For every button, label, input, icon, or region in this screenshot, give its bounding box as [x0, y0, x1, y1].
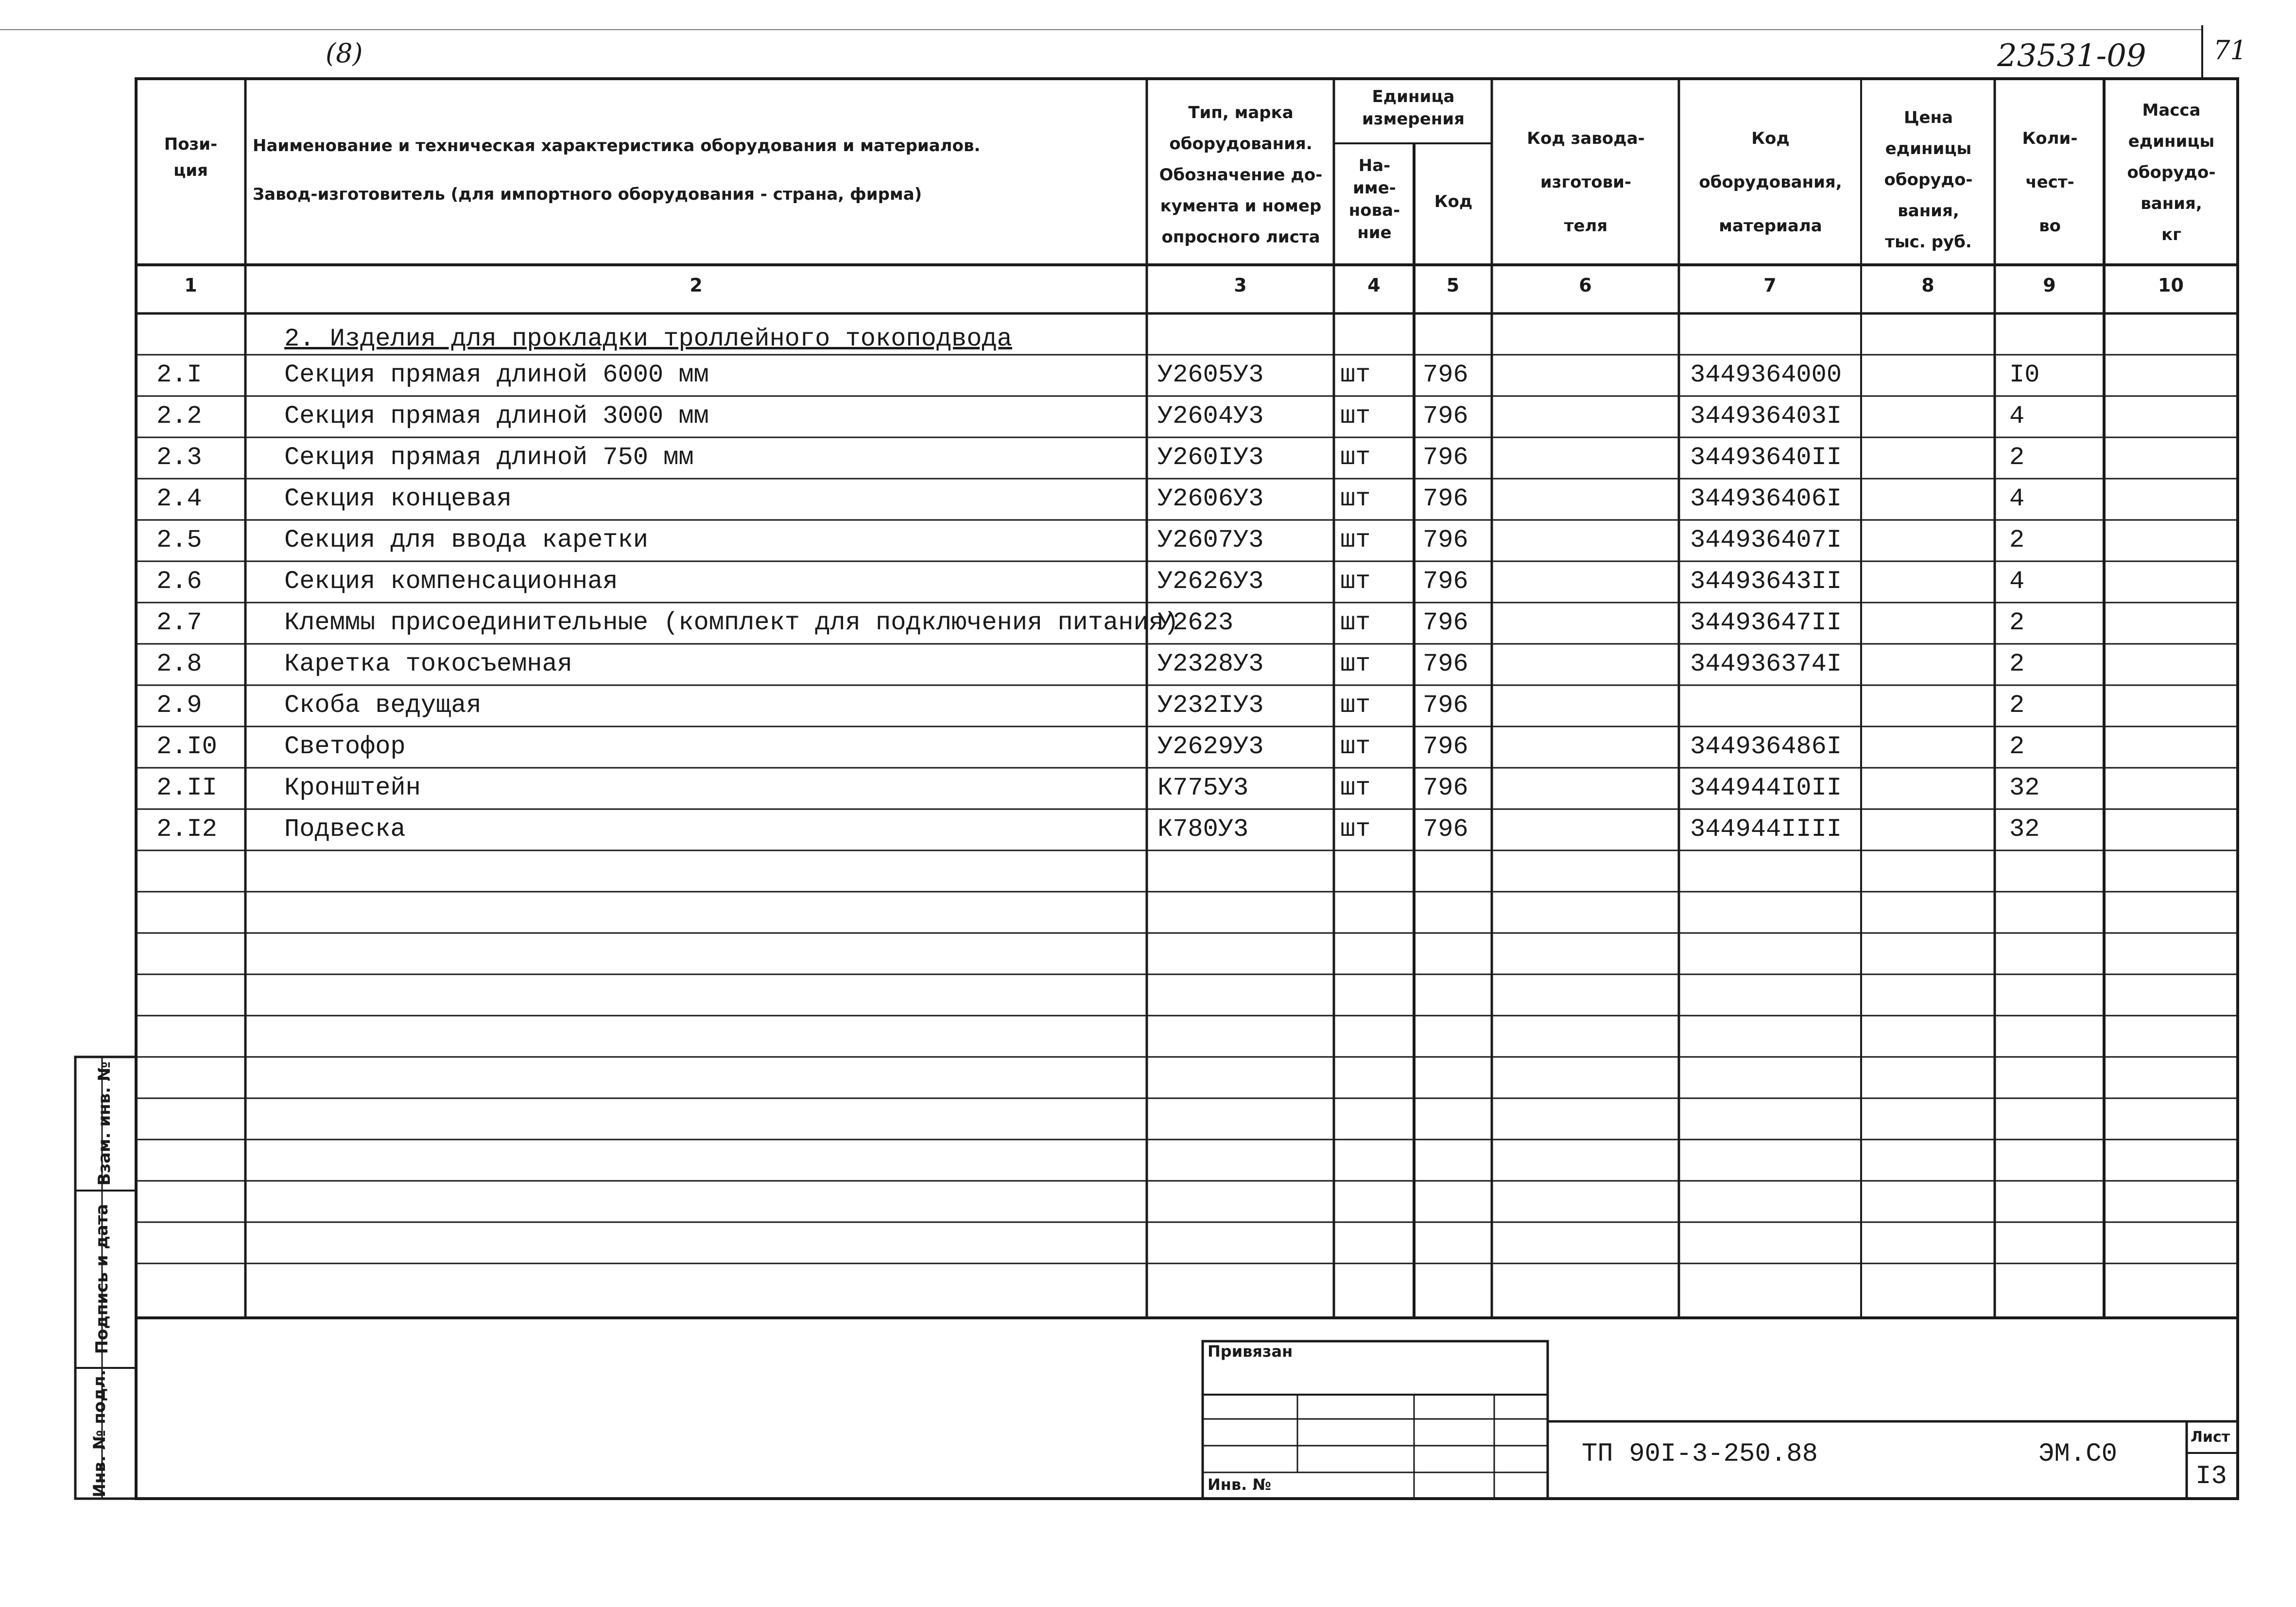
row-unit-code: 796 — [1423, 815, 1468, 844]
row-type: У2605У3 — [1157, 361, 1264, 389]
row-position: 2.8 — [156, 650, 202, 678]
row-position: 2.3 — [156, 443, 202, 472]
row-unit: шт — [1340, 815, 1371, 844]
stamp-privyazan: Привязан — [1208, 1342, 1293, 1361]
header-unit-group: Единица измерения — [1362, 87, 1465, 129]
row-unit: шт — [1340, 650, 1371, 678]
row-position: 2.7 — [156, 608, 202, 637]
row-equipment-code: 34493643II — [1690, 567, 1842, 596]
row-name: Секция прямая длиной 6000 мм — [284, 361, 709, 389]
row-unit: шт — [1340, 361, 1371, 389]
row-unit-code: 796 — [1423, 650, 1468, 678]
row-name: Секция прямая длиной 750 мм — [284, 443, 694, 472]
row-quantity: 2 — [2009, 526, 2025, 554]
row-name: Секция концевая — [284, 484, 512, 513]
side-label-vzam: Взам. инв. № — [95, 1061, 114, 1186]
row-type: У232IУ3 — [1157, 691, 1264, 720]
stamp-doc-code: ТП 90I-3-250.88 — [1582, 1439, 1818, 1469]
row-unit-code: 796 — [1423, 567, 1468, 596]
row-unit: шт — [1340, 608, 1371, 637]
colnum-8: 8 — [1921, 275, 1934, 296]
row-equipment-code: 344936486I — [1690, 732, 1842, 761]
side-label-inv: Инв. № подл. — [90, 1369, 109, 1498]
header-name: Наименование и техническая характеристика оборудования и материалов. Завод-изготовитель (для импортного оборудования - страна, фирма) — [253, 136, 981, 204]
doc-number-handwritten: 23531-09 — [1997, 38, 2146, 74]
colnum-4: 4 — [1367, 275, 1381, 296]
row-equipment-code: 34493640II — [1690, 443, 1842, 472]
row-position: 2.4 — [156, 484, 202, 513]
stamp-sheet-label: Лист — [2191, 1429, 2230, 1446]
row-position: 2.9 — [156, 691, 202, 720]
header-equipment-code: Код оборудования, материала — [1699, 129, 1842, 236]
row-name: Каретка токосъемная — [284, 650, 572, 678]
header-position: Пози- ция — [164, 135, 218, 180]
colnum-1: 1 — [184, 275, 197, 296]
row-type: У2623 — [1157, 608, 1234, 637]
row-unit-code: 796 — [1423, 443, 1468, 472]
header-mass: Масса единицы оборудо- вания, кг — [2127, 101, 2216, 244]
section-title: 2. Изделия для прокладки троллейного токоподвода — [284, 325, 1012, 353]
row-type: У2606У3 — [1157, 484, 1264, 513]
row-name: Подвеска — [284, 815, 406, 844]
row-unit: шт — [1340, 402, 1371, 431]
row-type: У2607У3 — [1157, 526, 1264, 554]
row-equipment-code: 34493647II — [1690, 608, 1842, 637]
row-quantity: 32 — [2009, 774, 2040, 802]
row-position: 2.2 — [156, 402, 202, 431]
stamp-sheet-number: I3 — [2195, 1462, 2227, 1491]
row-type: У2604У3 — [1157, 402, 1264, 431]
row-quantity: 2 — [2009, 691, 2025, 720]
row-name: Светофор — [284, 732, 406, 761]
row-position: 2.5 — [156, 526, 202, 554]
sheet-mark: (8) — [326, 38, 363, 69]
row-type: К775У3 — [1157, 774, 1249, 802]
row-unit-code: 796 — [1423, 691, 1468, 720]
row-position: 2.II — [156, 774, 217, 802]
row-position: 2.6 — [156, 567, 202, 596]
row-unit-code: 796 — [1423, 608, 1468, 637]
row-position: 2.I2 — [156, 815, 217, 844]
row-type: У2328У3 — [1157, 650, 1264, 678]
row-name: Клеммы присоединительные (комплект для подключения питания) — [284, 608, 1179, 637]
row-quantity: 2 — [2009, 608, 2025, 637]
row-equipment-code: 344944IIII — [1690, 815, 1842, 844]
row-quantity: 4 — [2009, 567, 2025, 596]
row-quantity: 4 — [2009, 402, 2025, 431]
row-name: Секция компенсационная — [284, 567, 618, 596]
header-unit-code: Код — [1434, 192, 1473, 211]
row-name: Кронштейн — [284, 774, 421, 802]
row-equipment-code: 344936407I — [1690, 526, 1842, 554]
row-equipment-code: 344936403I — [1690, 402, 1842, 431]
row-unit: шт — [1340, 484, 1371, 513]
row-unit: шт — [1340, 691, 1371, 720]
row-quantity: 32 — [2009, 815, 2040, 844]
row-quantity: 4 — [2009, 484, 2025, 513]
row-quantity: 2 — [2009, 443, 2025, 472]
header-quantity: Коли- чест- во — [2022, 129, 2078, 236]
row-quantity: I0 — [2009, 361, 2040, 389]
header-type: Тип, марка оборудования. Обозначение до- кумента и номер опросного листа — [1159, 103, 1323, 247]
row-type: У2626У3 — [1157, 567, 1264, 596]
row-unit-code: 796 — [1423, 484, 1468, 513]
row-name: Скоба ведущая — [284, 691, 482, 720]
colnum-9: 9 — [2043, 275, 2056, 296]
colnum-2: 2 — [690, 275, 703, 296]
row-position: 2.I — [156, 361, 202, 389]
row-position: 2.I0 — [156, 732, 217, 761]
row-name: Секция прямая длиной 3000 мм — [284, 402, 709, 431]
row-unit-code: 796 — [1423, 526, 1468, 554]
colnum-3: 3 — [1234, 275, 1247, 296]
colnum-6: 6 — [1579, 275, 1592, 296]
colnum-7: 7 — [1763, 275, 1777, 296]
row-type: К780У3 — [1157, 815, 1249, 844]
side-label-podpis: Подпись и дата — [92, 1204, 112, 1354]
row-unit: шт — [1340, 443, 1371, 472]
header-price: Цена единицы оборудо- вания, тыс. руб. — [1884, 108, 1973, 252]
colnum-10: 10 — [2158, 275, 2184, 296]
row-unit: шт — [1340, 567, 1371, 596]
row-equipment-code: 3449364000 — [1690, 361, 1842, 389]
row-unit-code: 796 — [1423, 361, 1468, 389]
row-type: У2629У3 — [1157, 732, 1264, 761]
row-unit: шт — [1340, 526, 1371, 554]
colnum-5: 5 — [1446, 275, 1460, 296]
row-equipment-code: 344936406I — [1690, 484, 1842, 513]
row-unit-code: 796 — [1423, 402, 1468, 431]
row-equipment-code: 344936374I — [1690, 650, 1842, 678]
header-unit-name: На- име- нова- ние — [1348, 156, 1400, 242]
header-maker-code: Код завода- изготови- теля — [1527, 129, 1645, 236]
stamp-inv-no: Инв. № — [1208, 1475, 1271, 1494]
row-quantity: 2 — [2009, 650, 2025, 678]
stamp-mark: ЭМ.С0 — [2038, 1439, 2118, 1469]
row-unit: шт — [1340, 774, 1371, 802]
row-quantity: 2 — [2009, 732, 2025, 761]
page-corner-number: 71 — [2213, 35, 2247, 66]
row-type: У260IУ3 — [1157, 443, 1264, 472]
row-unit-code: 796 — [1423, 774, 1468, 802]
row-equipment-code: 344944I0II — [1690, 774, 1842, 802]
row-name: Секция для ввода каретки — [284, 526, 648, 554]
row-unit: шт — [1340, 732, 1371, 761]
row-unit-code: 796 — [1423, 732, 1468, 761]
